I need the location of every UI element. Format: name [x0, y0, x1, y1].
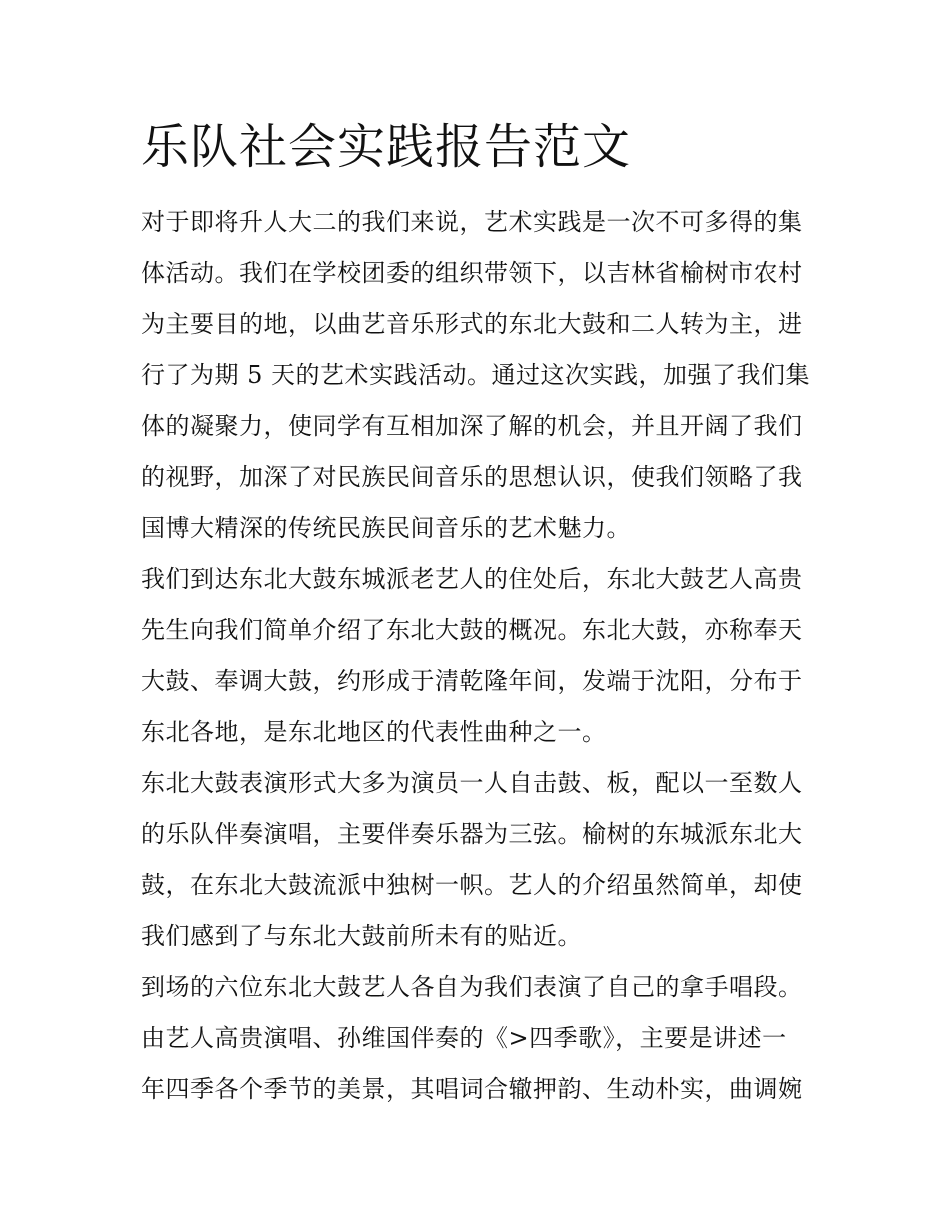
body-line: 体活动。我们在学校团委的组织带领下，以吉林省榆树市农村	[141, 259, 803, 287]
body-line: 我们感到了与东北大鼓前所未有的贴近。	[141, 922, 582, 950]
body-line: 由艺人高贵演唱、孙维国伴奏的《>四季歌》，主要是讲述一	[141, 1024, 787, 1052]
document-title: 乐队社会实践报告范文	[141, 119, 632, 175]
body-line: 到场的六位东北大鼓艺人各自为我们表演了自己的拿手唱段。	[141, 973, 803, 1001]
body-line: 的乐队伴奏演唱，主要伴奏乐器为三弦。榆树的东城派东北大	[141, 820, 803, 848]
document-body	[141, 197, 821, 1115]
body-line: 为主要目的地，以曲艺音乐形式的东北大鼓和二人转为主，进	[141, 310, 803, 338]
body-line: 的视野，加深了对民族民间音乐的思想认识，使我们领略了我	[141, 463, 803, 491]
body-line: 对于即将升人大二的我们来说，艺术实践是一次不可多得的集	[141, 208, 803, 236]
body-line: 我们到达东北大鼓东城派老艺人的住处后，东北大鼓艺人高贵	[141, 565, 803, 593]
body-line: 大鼓、奉调大鼓，约形成于清乾隆年间，发端于沈阳，分布于	[141, 667, 803, 695]
body-line: 国博大精深的传统民族民间音乐的艺术魅力。	[141, 514, 631, 542]
body-line: 先生向我们简单介绍了东北大鼓的概况。东北大鼓，亦称奉天	[141, 616, 803, 644]
body-line: 行了为期 5 天的艺术实践活动。通过这次实践，加强了我们集	[141, 361, 811, 389]
body-line: 体的凝聚力，使同学有互相加深了解的机会，并且开阔了我们	[141, 412, 803, 440]
body-line: 鼓，在东北大鼓流派中独树一帜。艺人的介绍虽然简单，却使	[141, 871, 803, 899]
body-line: 东北各地，是东北地区的代表性曲种之一。	[141, 718, 607, 746]
body-line: 东北大鼓表演形式大多为演员一人自击鼓、板，配以一至数人	[141, 769, 803, 797]
body-line: 年四季各个季节的美景，其唱词合辙押韵、生动朴实，曲调婉	[141, 1075, 803, 1103]
